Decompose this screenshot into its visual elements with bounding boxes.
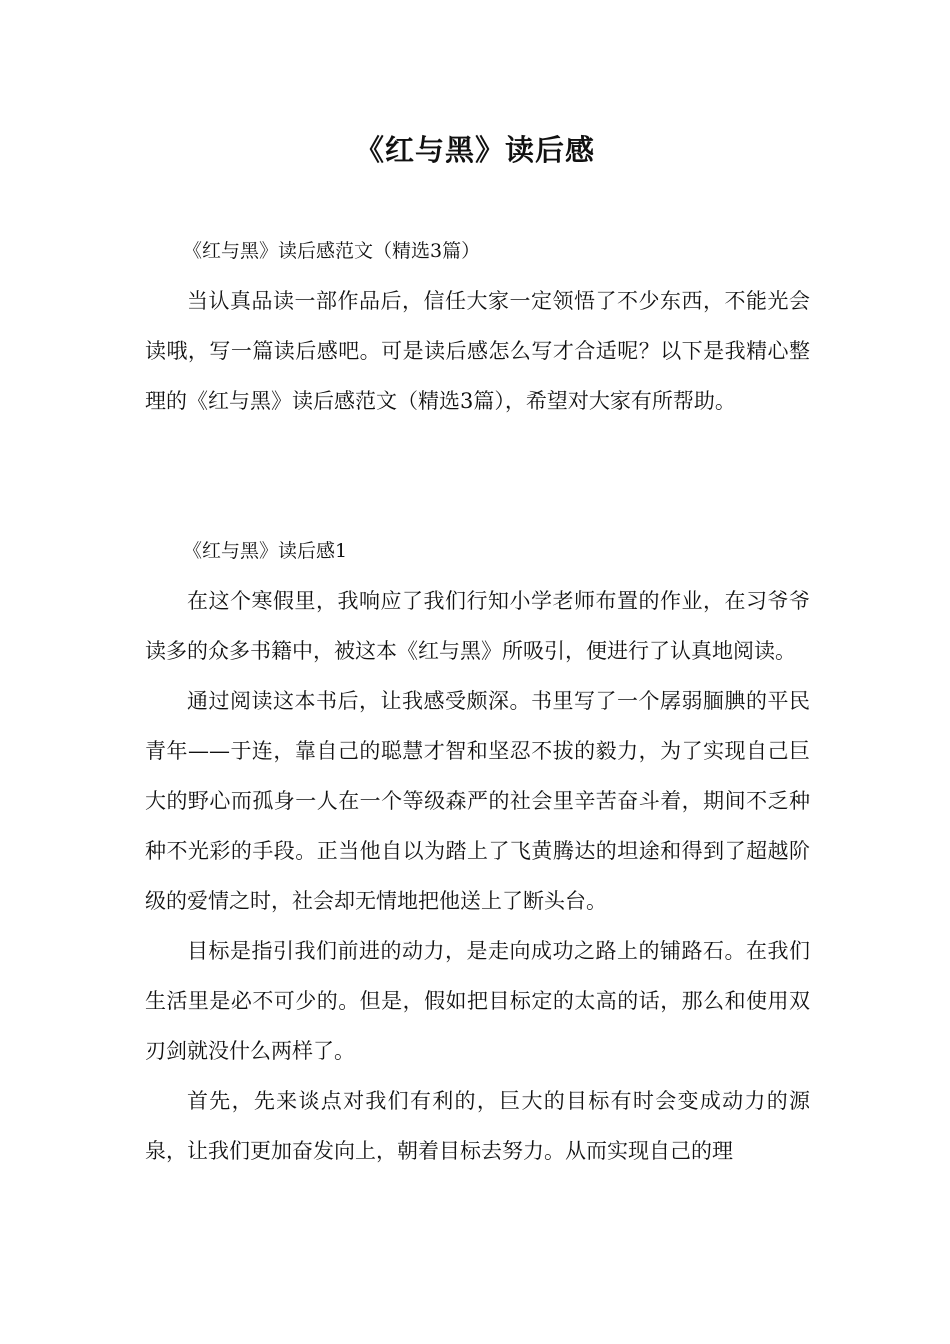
section-1-heading: 《红与黑》读后感1 xyxy=(183,540,348,562)
intro-heading: 《红与黑》读后感范文（精选3篇） xyxy=(183,240,481,262)
intro-section xyxy=(145,226,810,426)
section-1-paragraph-3: 目标是指引我们前进的动力，是走向成功之路上的铺路石。在我们生活里是必不可少的。但是，假如把目标定的太高的话，那么和使用双刃剑就没什么两样了。 xyxy=(145,939,810,1063)
document-title: 《红与黑》读后感 xyxy=(354,133,595,167)
section-1 xyxy=(145,526,810,1176)
intro-paragraph: 当认真品读一部作品后，信任大家一定领悟了不少东西，不能光会读哦，写一篇读后感吧。可是读后感怎么写才合适呢？以下是我精心整理的《红与黑》读后感范文（精选3篇），希望对大家有所帮助。 xyxy=(145,289,810,413)
section-1-paragraph-1: 在这个寒假里，我响应了我们行知小学老师布置的作业，在习爷爷读多的众多书籍中，被这本《红与黑》所吸引，便进行了认真地阅读。 xyxy=(145,589,810,663)
section-1-paragraph-2: 通过阅读这本书后，让我感受颇深。书里写了一个孱弱腼腆的平民青年——于连，靠自己的聪慧才智和坚忍不拔的毅力，为了实现自己巨大的野心而孤身一人在一个等级森严的社会里辛苦奋斗着，期间不乏种种不光彩的手段。正当他自以为踏上了飞黄腾达的坦途和得到了超越阶级的爱情之时，社会却无情地把他送上了断头台。 xyxy=(145,689,810,913)
section-1-paragraph-4: 首先，先来谈点对我们有利的，巨大的目标有时会变成动力的源泉，让我们更加奋发向上，朝着目标去努力。从而实现自己的理 xyxy=(145,1089,810,1163)
